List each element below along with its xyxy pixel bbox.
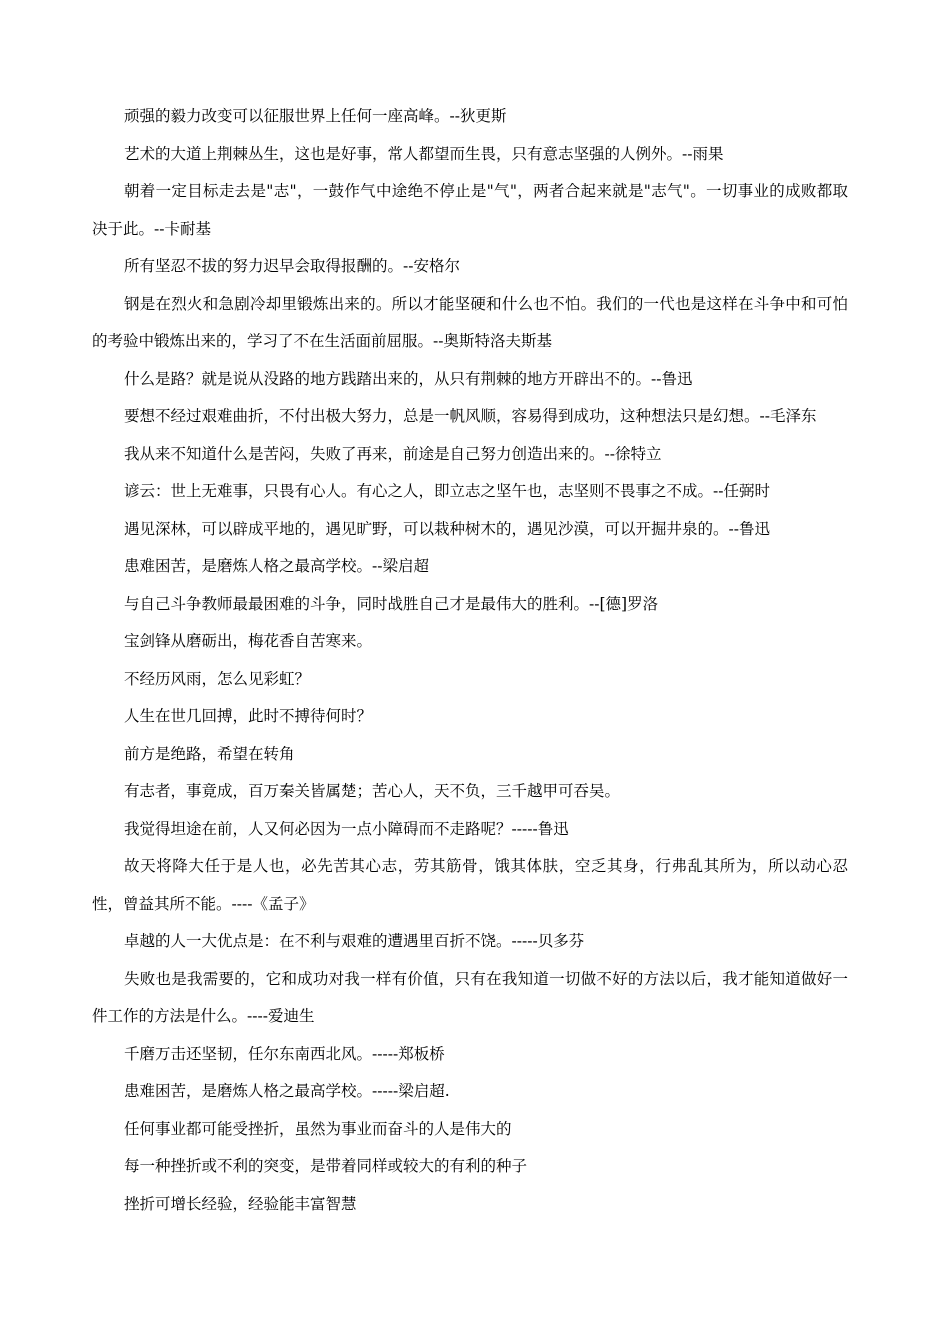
paragraph-20: 卓越的人一大优点是：在不利与艰难的遭遇里百折不饶。-----贝多芬	[124, 932, 585, 950]
paragraph-4: 所有坚忍不拔的努力迟早会取得报酬的。--安格尔	[124, 257, 460, 275]
paragraph-8: 我从来不知道什么是苦闷，失败了再来，前途是自己努力创造出来的。--徐特立	[124, 444, 662, 463]
paragraph-25: 每一种挫折或不利的突变，是带着同样或较大的有利的种子	[124, 1157, 528, 1175]
paragraph-5: 钢是在烈火和急剧冷却里锻炼出来的。所以才能坚硬和什么也不怕。我们的一代也是这样在斗争中和可怕的考验中锻炼出来的，学习了不在生活面前屈服。--奥斯特洛夫斯基	[92, 294, 848, 350]
paragraph-22: 千磨万击还坚韧，任尔东南西北风。-----郑板桥	[124, 1044, 445, 1063]
paragraph-9: 谚云：世上无难事，只畏有心人。有心之人，即立志之坚午也，志坚则不畏事之不成。--任弼时	[124, 482, 770, 500]
paragraph-18: 我觉得坦途在前，人又何必因为一点小障碍而不走路呢？-----鲁迅	[124, 819, 569, 838]
paragraph-6: 什么是路？就是说从没路的地方践踏出来的，从只有荆棘的地方开辟出不的。--鲁迅	[124, 369, 693, 388]
paragraph-7: 要想不经过艰难曲折，不付出极大努力，总是一帆风顺，容易得到成功，这种想法只是幻想。--毛泽东	[124, 407, 817, 425]
paragraph-12: 与自己斗争教师最最困难的斗争，同时战胜自己才是最伟大的胜利。--[德]罗洛	[124, 594, 659, 613]
paragraph-23: 患难困苦，是磨炼人格之最高学校。-----梁启超.	[124, 1082, 450, 1100]
paragraph-16: 前方是绝路，希望在转角	[124, 744, 295, 763]
paragraph-17: 有志者，事竟成，百万秦关皆属楚；苦心人，天不负，三千越甲可吞吴。	[124, 782, 621, 800]
paragraph-10: 遇见深林，可以辟成平地的，遇见旷野，可以栽种树木的，遇见沙漠，可以开掘井泉的。--鲁迅	[124, 519, 770, 538]
paragraph-3: 朝着一定目标走去是"志"，一鼓作气中途绝不停止是"气"，两者合起来就是"志气"。一切事业的成败都取决于此。--卡耐基	[92, 182, 848, 238]
paragraph-15: 人生在世几回搏，此时不搏待何时？	[124, 707, 373, 725]
paragraph-13: 宝剑锋从磨砺出，梅花香自苦寒来。	[124, 632, 373, 650]
paragraph-21: 失败也是我需要的，它和成功对我一样有价值，只有在我知道一切做不好的方法以后，我才能知道做好一件工作的方法是什么。----爱迪生	[92, 969, 848, 1025]
paragraph-14: 不经历风雨，怎么见彩虹？	[124, 669, 311, 688]
paragraph-11: 患难困苦，是磨炼人格之最高学校。--梁启超	[124, 557, 429, 575]
paragraph-19: 故天将降大任于是人也，必先苦其心志，劳其筋骨，饿其体肤，空乏其身，行弗乱其所为，所以动心忍性，曾益其所不能。----《孟子》	[92, 857, 848, 913]
paragraph-24: 任何事业都可能受挫折，虽然为事业而奋斗的人是伟大的	[124, 1119, 512, 1138]
document-body	[92, 98, 848, 1223]
paragraph-2: 艺术的大道上荆棘丛生，这也是好事，常人都望而生畏，只有意志坚强的人例外。--雨果	[124, 144, 724, 163]
paragraph-26: 挫折可增长经验，经验能丰富智慧	[124, 1194, 357, 1213]
paragraph-1: 顽强的毅力改变可以征服世界上任何一座高峰。--狄更斯	[124, 107, 507, 125]
